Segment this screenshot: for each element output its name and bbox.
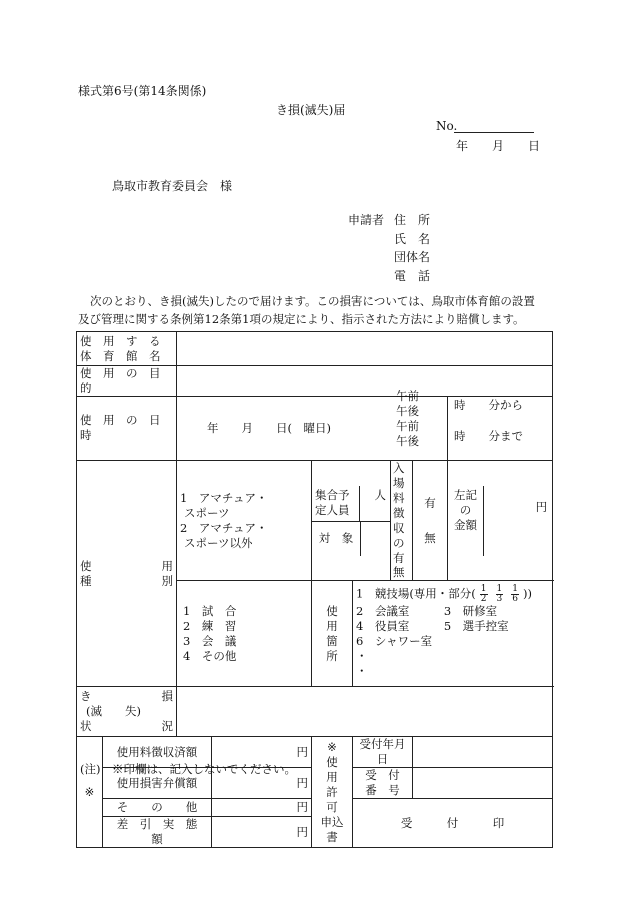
applicant-phone-label: 電 話 <box>394 269 431 283</box>
usage-type-label: 使 用 種 別 <box>77 460 177 687</box>
attendance-block <box>312 460 391 581</box>
pm-label-2: 午後 <box>396 434 419 448</box>
gym-field[interactable] <box>177 332 553 366</box>
damage-row <box>77 687 553 737</box>
damage-field[interactable] <box>177 687 553 737</box>
amount-field[interactable]: 円 <box>535 499 548 514</box>
receipt-number-field[interactable] <box>413 768 553 799</box>
purpose-field[interactable] <box>177 366 553 397</box>
form-number: 様式第6号(第14条関係) <box>78 84 207 98</box>
permit-application-label: ※ 使 用 許 可 申込書 <box>312 737 353 848</box>
place-option-rooms-2[interactable]: 4 役員室 5 選手控室 <box>356 619 509 634</box>
receipt-date-label: 受付年月日 <box>353 737 413 768</box>
number-label: No. <box>436 119 458 133</box>
gym-label: 使 用 す る 体 育 館 名 <box>77 332 177 366</box>
damage-label: き 損 (滅 失) 状 況 <box>77 687 177 737</box>
purpose-label: 使 用 の 目 的 <box>77 366 177 397</box>
receipt-number-label: 受 付 番 号 <box>353 768 413 799</box>
planned-people-label: 集合予 定人員 <box>312 486 360 521</box>
am-label-1: 午前 <box>396 389 419 403</box>
admission-fee-label: 入場 料徴 収の 有無 <box>391 460 413 581</box>
place-bullet-2: ・ <box>356 664 368 679</box>
place-label: 使 用 箇 所 <box>312 581 353 687</box>
fee-yes-no[interactable]: 有 無 <box>413 460 448 581</box>
place-options[interactable] <box>353 581 553 687</box>
other-field[interactable]: 円 <box>212 799 312 817</box>
usage-type-options[interactable]: 1 試 合 2 練 習 3 会 議 4 その他 <box>177 581 312 687</box>
fraction-third: $\frac{1}{3}$ <box>496 584 503 605</box>
date-field[interactable]: 年 月 日( 曜日) <box>177 396 448 460</box>
balance-field[interactable]: 円 <box>212 817 312 848</box>
intro-line-2: 及び管理に関する条例第12条第1項の規定により、指示された方法により賠償します。 <box>78 312 525 326</box>
target-field[interactable] <box>361 522 390 556</box>
date-line: 年 月 日 <box>456 139 541 153</box>
number-field-line[interactable] <box>454 132 534 133</box>
applicant-name-label: 氏 名 <box>394 232 431 246</box>
applicant-label: 申請者 <box>348 213 385 227</box>
amount-label: 左記 の 金額 <box>448 486 484 556</box>
pm-label-1: 午後 <box>396 404 419 418</box>
place-option-rooms-1[interactable]: 2 会議室 3 研修室 <box>356 604 498 619</box>
applicant-group-label: 団体名 <box>394 250 431 264</box>
other-label: そ の 他 <box>103 799 212 817</box>
receipt-seal-label: 受 付 印 <box>353 799 553 848</box>
footnote: (注) ※印欄は、記入しないでください。 <box>80 762 296 776</box>
planned-people-field[interactable]: 人 <box>374 487 386 502</box>
fee-amount-block <box>448 460 553 581</box>
addressee: 鳥取市教育委員会 様 <box>112 179 233 193</box>
balance-label: 差 引 実 態 額 <box>103 817 212 848</box>
datetime-label: 使 用 の 日 時 <box>77 396 177 460</box>
form-title: き損(滅失)届 <box>276 103 346 117</box>
time-until: 時 分まで <box>454 429 523 443</box>
damage-comp-label: 使用損害弁償額 <box>103 768 212 799</box>
purpose-row <box>77 366 553 397</box>
applicant-address-label: 住 所 <box>394 213 431 227</box>
category-row <box>77 460 553 581</box>
damage-comp-field[interactable]: 円 <box>212 768 312 799</box>
receipt-date-field[interactable] <box>413 737 553 768</box>
fraction-sixth: $\frac{1}{6}$ <box>512 584 518 605</box>
target-label: 対 象 <box>312 522 361 556</box>
intro-line-1: 次のとおり、き損(滅失)したので届けます。この損害については、鳥取市体育館の設置 <box>90 294 535 308</box>
time-from: 時 分から <box>454 398 523 412</box>
gym-row <box>77 332 553 366</box>
place-option-shower[interactable]: 6 シャワー室 <box>356 634 433 649</box>
fee-collected-label: 使用料徴収済額 <box>103 737 212 768</box>
am-label-2: 午前 <box>396 419 419 433</box>
place-bullet-1: ・ <box>356 649 368 664</box>
place-option-arena[interactable]: 1 競技場(専用・部分( $\frac{1}{2}$ $\frac{1}{3}$ $\frac{1}{6}$ )) <box>356 584 532 605</box>
time-ampm-block <box>396 389 419 449</box>
category-options[interactable]: 1 アマチュア・ スポーツ 2 アマチュア・ スポーツ以外 <box>177 460 312 581</box>
fee-collected-field[interactable]: 円 <box>212 737 312 768</box>
office-use-mark: ※ <box>77 737 103 848</box>
fraction-half: $\frac{1}{2}$ <box>480 584 487 605</box>
